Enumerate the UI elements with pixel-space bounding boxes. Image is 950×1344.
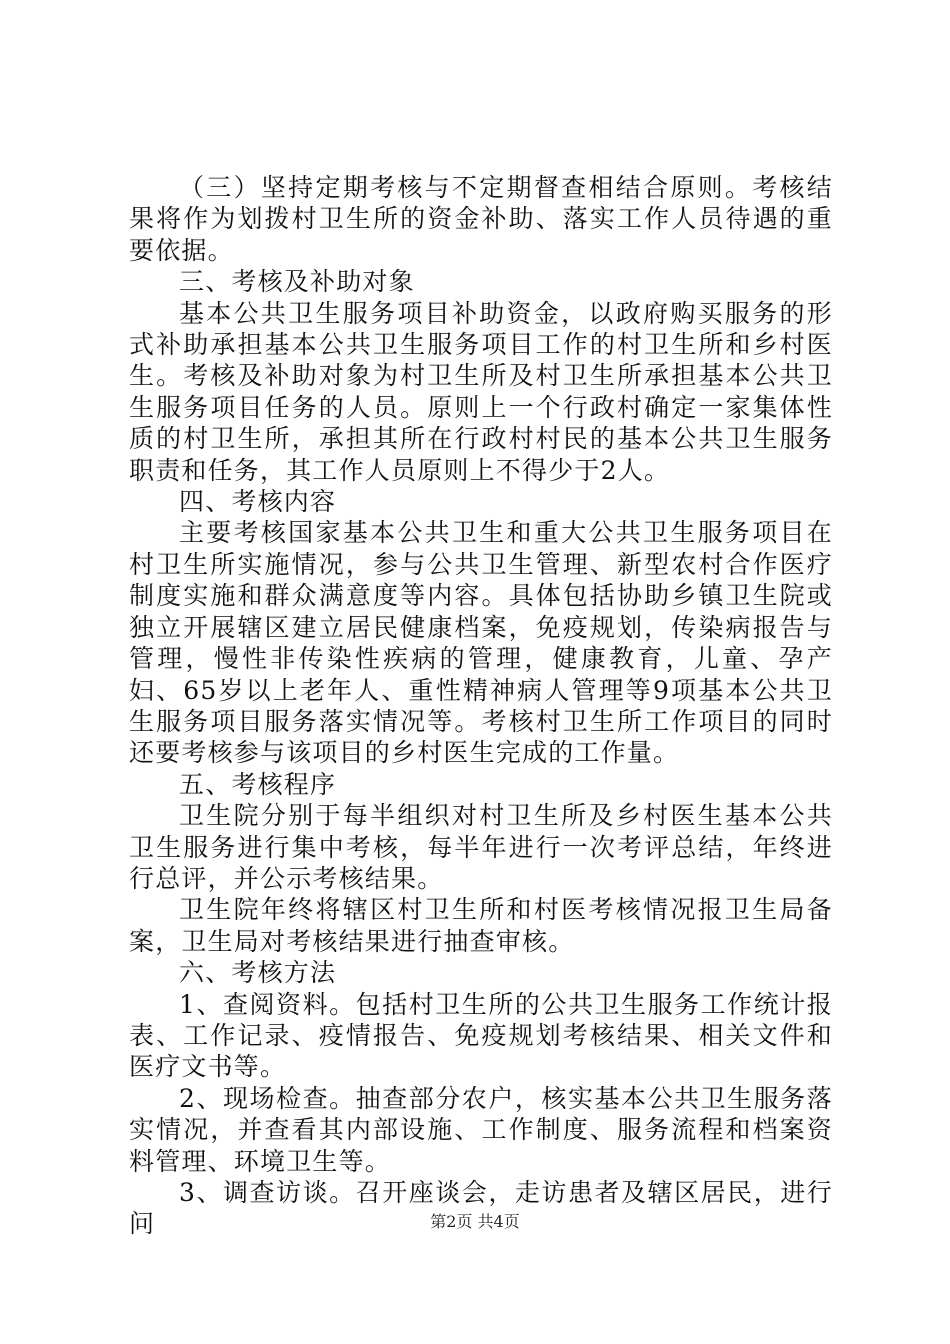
paragraph-subsidy-targets: 基本公共卫生服务项目补助资金，以政府购买服务的形式补助承担基本公共卫生服务项目工作的村卫生所和乡村医生。考核及补助对象为村卫生所及村卫生所承担基本公共卫生服务项目任务的人员。原则上一个行政村确定一家集体性质的村卫生所，承担其所在行政村村民的基本公共卫生服务职责和任务，其工作人员原则上不得少于2人。 (129, 298, 833, 485)
paragraph-method-interviews: 3、调查访谈。召开座谈会，走访患者及辖区居民，进行问 (129, 1178, 833, 1239)
section-heading-assessment-procedure: 五、考核程序 (179, 769, 337, 799)
section-heading-subsidy-targets: 三、考核及补助对象 (179, 267, 415, 297)
page-number-footer: 第2页 共4页 (430, 1212, 520, 1231)
section-heading-assessment-methods: 六、考核方法 (179, 958, 337, 988)
paragraph-procedure-semiannual: 卫生院分别于每半组织对村卫生所及乡村医生基本公共卫生服务进行集中考核，每半年进行一次考评总结，年终进行总评，并公示考核结果。 (129, 801, 833, 893)
paragraph-principle-three: （三）坚持定期考核与不定期督查相结合原则。考核结果将作为划拨村卫生所的资金补助、落实工作人员待遇的重要依据。 (129, 173, 833, 265)
document-body (129, 172, 833, 1240)
paragraph-method-site-inspection: 2、现场检查。抽查部分农户，核实基本公共卫生服务落实情况，并查看其内部设施、工作制度、服务流程和档案资料管理、环境卫生等。 (129, 1083, 833, 1176)
section-heading-assessment-content: 四、考核内容 (179, 487, 337, 517)
paragraph-method-review-records: 1、查阅资料。包括村卫生所的公共卫生服务工作统计报表、工作记录、疫情报告、免疫规划考核结果、相关文件和医疗文书等。 (129, 989, 833, 1082)
paragraph-procedure-yearend: 卫生院年终将辖区村卫生所和村医考核情况报卫生局备案，卫生局对考核结果进行抽查审核。 (129, 895, 833, 956)
paragraph-assessment-content: 主要考核国家基本公共卫生和重大公共卫生服务项目在村卫生所实施情况，参与公共卫生管理、新型农村合作医疗制度实施和群众满意度等内容。具体包括协助乡镇卫生院或独立开展辖区建立居民健康档案，免疫规划，传染病报告与管理，慢性非传染性疾病的管理，健康教育，儿童、孕产妇、65岁以上老年人、重性精神病人管理等9项基本公共卫生服务项目服务落实情况等。考核村卫生所工作项目的同时还要考核参与该项目的乡村医生完成的工作量。 (129, 518, 833, 768)
